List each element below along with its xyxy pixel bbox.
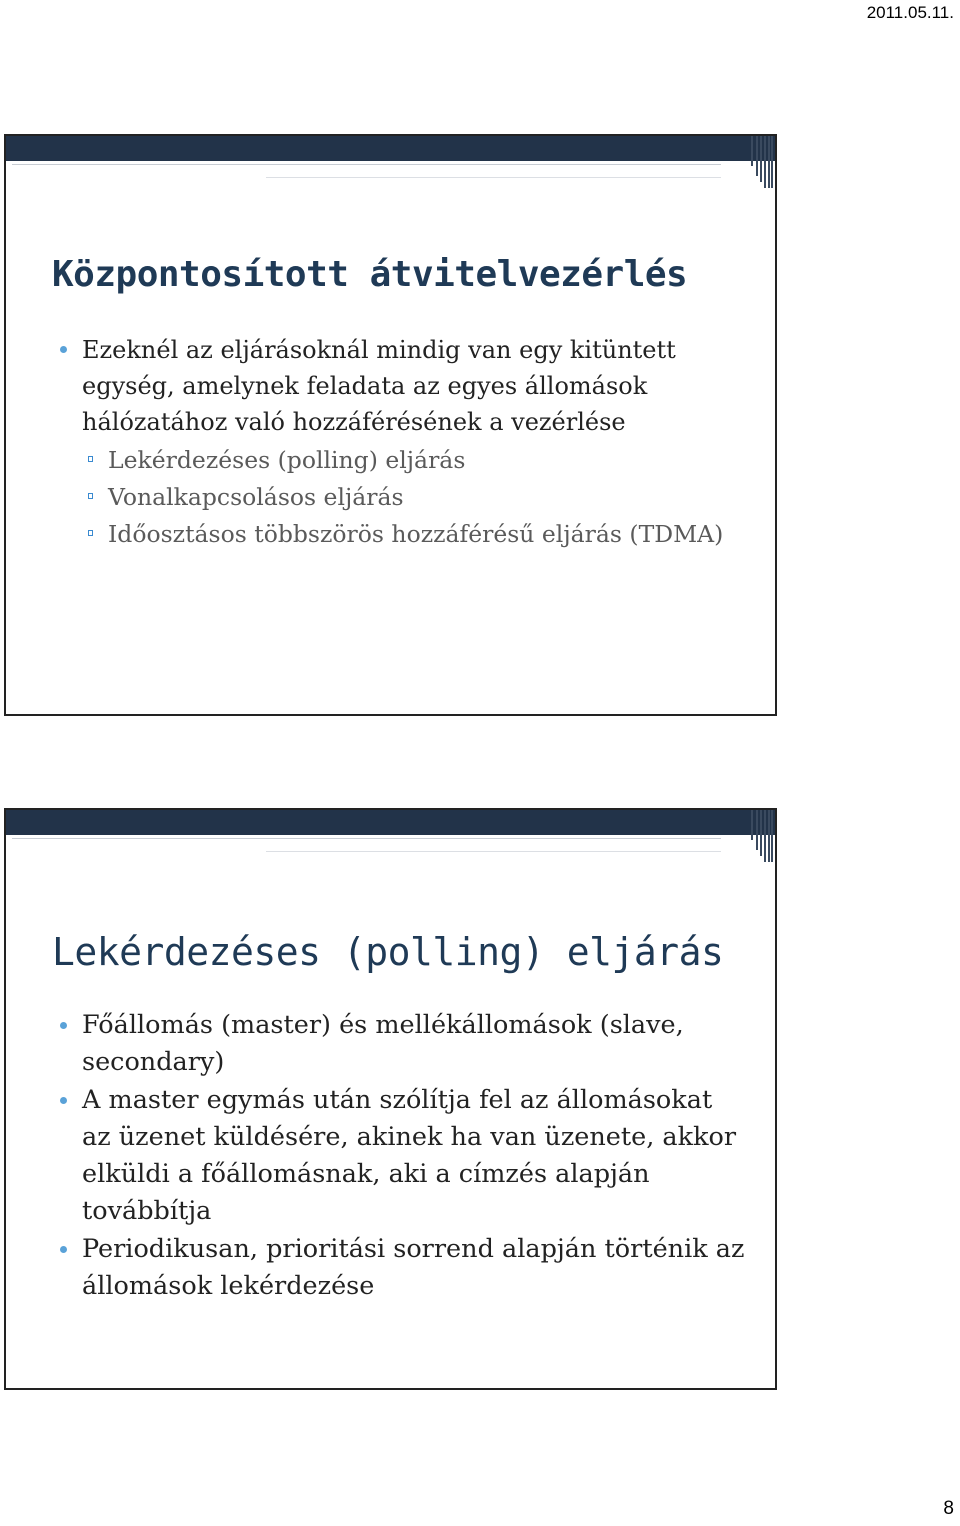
slide-title: Központosított átvitelvezérlés <box>52 254 688 295</box>
slide-title: Lekérdezéses (polling) eljárás <box>52 930 724 974</box>
slide-header-accent-line <box>266 177 721 178</box>
slide-corner-stripes <box>749 810 775 862</box>
square-bullet-icon <box>88 530 93 536</box>
sub-bullet-text: Időosztásos többszörös hozzáférésű eljárás (TDMA) <box>108 520 724 548</box>
sub-bullet-item <box>82 443 745 477</box>
bullet-item <box>50 1082 745 1230</box>
slide-header-accent-line <box>266 851 721 852</box>
bullet-item <box>50 332 745 551</box>
bullet-text: Ezeknél az eljárásoknál mindig van egy kitüntett egység, amelynek feladata az egyes állomások hálózatához való hozzáférésének a vezérlése <box>82 336 676 436</box>
sub-bullet-list <box>82 443 745 551</box>
bullet-dot-icon <box>60 1022 67 1029</box>
header-date: 2011.05.11. <box>866 3 954 22</box>
sub-bullet-text: Lekérdezéses (polling) eljárás <box>108 446 466 474</box>
slide-1 <box>4 134 777 716</box>
bullet-dot-icon <box>60 1246 67 1253</box>
slide-header-accent-line <box>12 838 721 839</box>
bullet-item <box>50 1231 745 1305</box>
sub-bullet-text: Vonalkapcsolásos eljárás <box>108 483 404 511</box>
bullet-dot-icon <box>60 1097 67 1104</box>
bullet-text: A master egymás után szólítja fel az állomásokat az üzenet küldésére, akinek ha van üzenete, akkor elküldi a főállomásnak, aki a címzés alapján továbbítja <box>82 1085 737 1226</box>
slide-corner-stripes <box>749 136 775 188</box>
square-bullet-icon <box>88 493 93 499</box>
bullet-dot-icon <box>60 346 67 353</box>
slide-header-accent-line <box>12 164 721 165</box>
bullet-list <box>50 1007 745 1306</box>
bullet-list <box>50 332 745 554</box>
sub-bullet-item <box>82 480 745 514</box>
page-number: 8 <box>943 1498 954 1519</box>
slide-header-light-strip <box>6 835 775 846</box>
sub-bullet-item <box>82 517 745 551</box>
slide-header-light-strip <box>6 161 775 172</box>
bullet-text: Periodikusan, prioritási sorrend alapján történik az állomások lekérdezése <box>82 1234 745 1301</box>
bullet-text: Főállomás (master) és mellékállomások (slave, secondary) <box>82 1010 684 1077</box>
square-bullet-icon <box>88 456 93 462</box>
slide-2 <box>4 808 777 1390</box>
bullet-item <box>50 1007 745 1081</box>
